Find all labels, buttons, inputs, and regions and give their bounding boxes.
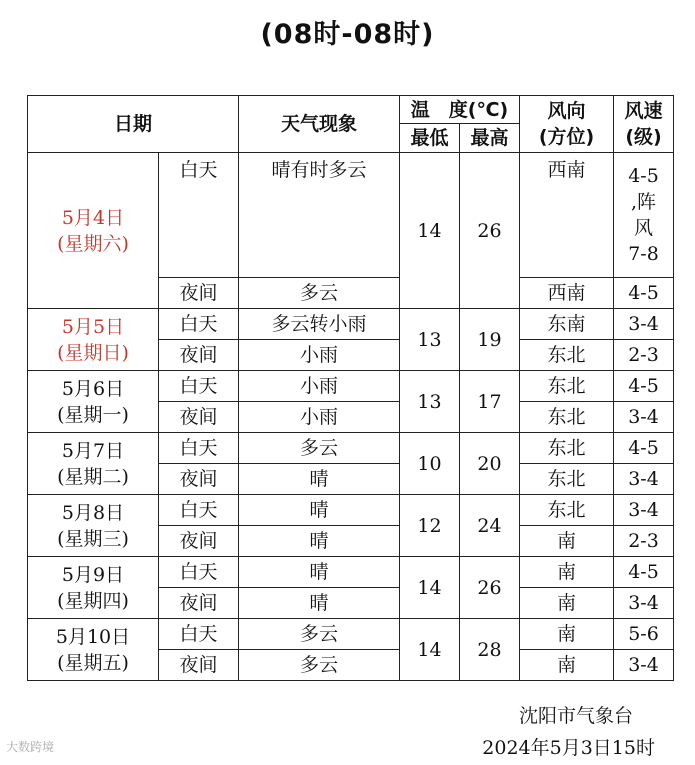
issue-timestamp: 2024年5月3日15时 [482, 737, 655, 759]
tmin: 14 [400, 557, 460, 619]
date-cell [28, 371, 159, 433]
weekday: (星期日) [57, 341, 129, 364]
wind-dir: 东北 [520, 402, 614, 433]
date-cell [28, 619, 159, 681]
weather: 小雨 [239, 371, 400, 402]
weather: 多云 [239, 619, 400, 650]
date: 5月8日 [61, 501, 125, 524]
tmax: 17 [460, 371, 520, 433]
forecast-table [27, 95, 674, 681]
date-cell [28, 557, 159, 619]
table-row [28, 371, 674, 402]
wind-speed [614, 153, 674, 278]
date-cell [28, 433, 159, 495]
wind-speed-line: ,阵 [630, 191, 657, 213]
header-wind-speed-label: 风速 [624, 100, 663, 122]
weekday: (星期五) [57, 651, 129, 674]
tmax: 26 [460, 153, 520, 309]
header-tmin: 最低 [400, 124, 460, 153]
weather: 多云 [239, 433, 400, 464]
header-weather: 天气现象 [239, 96, 400, 153]
weekday: (星期二) [57, 465, 129, 488]
weather: 晴 [239, 588, 400, 619]
date: 5月9日 [61, 563, 125, 586]
date-cell [28, 309, 159, 371]
weather: 小雨 [239, 402, 400, 433]
page-title: (08时-08时) [260, 19, 435, 50]
table-row [28, 495, 674, 526]
period: 夜间 [159, 464, 239, 495]
weather: 晴 [239, 495, 400, 526]
period: 白天 [159, 153, 239, 278]
period: 白天 [159, 433, 239, 464]
table-row [28, 153, 674, 278]
weather: 小雨 [239, 340, 400, 371]
table-row [28, 619, 674, 650]
tmax: 24 [460, 495, 520, 557]
header-wind-speed [614, 96, 674, 153]
weekday: (星期一) [57, 403, 129, 426]
date: 5月5日 [61, 315, 125, 338]
header-wind-dir-label: 风向 [547, 100, 586, 122]
table-row [28, 433, 674, 464]
header-tmax: 最高 [460, 124, 520, 153]
weekday: (星期六) [57, 232, 129, 255]
issuer: 沈阳市气象台 [518, 705, 633, 727]
tmax: 20 [460, 433, 520, 495]
wind-dir: 西南 [520, 278, 614, 309]
wind-dir: 东北 [520, 464, 614, 495]
date: 5月10日 [55, 625, 131, 648]
wind-speed-line: 风 [633, 217, 653, 239]
wind-speed: 4-5 [614, 278, 674, 309]
tmin: 13 [400, 309, 460, 371]
tmax: 28 [460, 619, 520, 681]
wind-dir: 东北 [520, 495, 614, 526]
wind-dir: 南 [520, 650, 614, 681]
wind-speed: 4-5 [614, 433, 674, 464]
period: 夜间 [159, 588, 239, 619]
table-row [28, 557, 674, 588]
period: 夜间 [159, 650, 239, 681]
tmin: 10 [400, 433, 460, 495]
header-row [28, 96, 674, 124]
wind-speed: 3-4 [614, 650, 674, 681]
weekday: (星期四) [57, 589, 129, 612]
wind-speed: 2-3 [614, 526, 674, 557]
wind-dir: 南 [520, 619, 614, 650]
table-row [28, 309, 674, 340]
weather: 晴 [239, 464, 400, 495]
header-date: 日期 [28, 96, 239, 153]
period: 夜间 [159, 402, 239, 433]
date-cell [28, 153, 159, 309]
tmax: 26 [460, 557, 520, 619]
period: 夜间 [159, 340, 239, 371]
period: 夜间 [159, 278, 239, 309]
wind-dir: 南 [520, 557, 614, 588]
wind-dir: 东南 [520, 309, 614, 340]
date-cell [28, 495, 159, 557]
weather: 多云 [239, 278, 400, 309]
wind-speed: 3-4 [614, 402, 674, 433]
wind-speed: 2-3 [614, 340, 674, 371]
wind-dir: 南 [520, 588, 614, 619]
date: 5月6日 [61, 377, 125, 400]
weather: 晴 [239, 526, 400, 557]
weather: 晴有时多云 [239, 153, 400, 278]
wind-speed: 3-4 [614, 309, 674, 340]
wind-dir: 东北 [520, 340, 614, 371]
period: 白天 [159, 309, 239, 340]
wind-speed: 3-4 [614, 495, 674, 526]
header-wind-dir [520, 96, 614, 153]
period: 白天 [159, 371, 239, 402]
tmin: 12 [400, 495, 460, 557]
tmin: 14 [400, 619, 460, 681]
wind-dir: 西南 [520, 153, 614, 278]
date: 5月7日 [61, 439, 125, 462]
wind-speed-line: 7-8 [628, 243, 659, 265]
wind-dir: 东北 [520, 433, 614, 464]
wind-speed-line: 4-5 [628, 165, 659, 187]
tmin: 14 [400, 153, 460, 309]
weather: 多云 [239, 650, 400, 681]
weather: 晴 [239, 557, 400, 588]
wind-speed: 3-4 [614, 464, 674, 495]
wind-dir: 东北 [520, 371, 614, 402]
period: 夜间 [159, 526, 239, 557]
period: 白天 [159, 557, 239, 588]
weekday: (星期三) [57, 527, 129, 550]
wind-speed: 4-5 [614, 371, 674, 402]
header-temp: 温 度(℃) [400, 96, 520, 124]
tmin: 13 [400, 371, 460, 433]
date: 5月4日 [61, 206, 125, 229]
header-wind-dir-sub: (方位) [538, 126, 595, 148]
header-wind-speed-sub: (级) [625, 126, 662, 148]
weather: 多云转小雨 [239, 309, 400, 340]
wind-speed: 3-4 [614, 588, 674, 619]
period: 白天 [159, 495, 239, 526]
watermark: 大数跨境 [6, 740, 55, 754]
period: 白天 [159, 619, 239, 650]
wind-speed: 5-6 [614, 619, 674, 650]
wind-speed: 4-5 [614, 557, 674, 588]
wind-dir: 南 [520, 526, 614, 557]
tmax: 19 [460, 309, 520, 371]
